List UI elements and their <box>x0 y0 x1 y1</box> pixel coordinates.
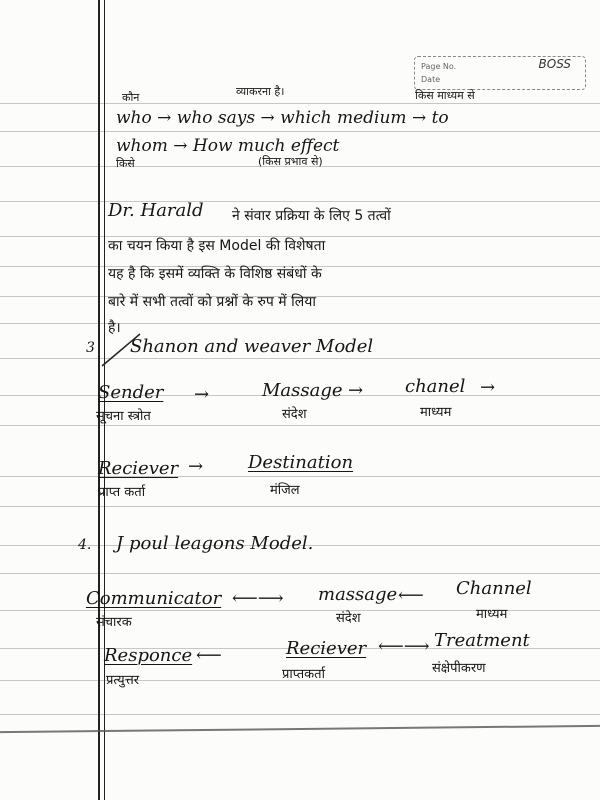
harald-name: Dr. Harald <box>108 200 204 221</box>
paragraph-line: यह है कि इसमें व्यक्ति के विशिष्ठ संबंधों के <box>108 266 322 282</box>
paragraph-line: ने संवार प्रक्रिया के लिए 5 तत्वों <box>232 208 391 224</box>
paragraph-line: का चयन किया है इस Model की विशेषता <box>108 238 326 254</box>
hindi-gloss: मंजिल <box>270 483 300 498</box>
model-term: Treatment <box>434 630 530 651</box>
rule-line <box>0 131 600 132</box>
hindi-gloss: माध्यम <box>476 607 508 622</box>
slash-mark-icon <box>96 330 146 370</box>
page-edge <box>0 725 600 733</box>
model-term: massage <box>318 584 398 605</box>
date-label: Date <box>421 75 441 84</box>
hindi-gloss: किसे <box>116 157 135 170</box>
rule-line <box>0 506 600 507</box>
model-term: chanel <box>405 376 466 397</box>
paragraph-line: है। <box>108 320 121 336</box>
rule-line <box>0 103 600 104</box>
arrow-double: ⟵⟶ <box>378 636 430 657</box>
section-title: Shanon and weaver Model <box>130 336 374 357</box>
section-number: 3 <box>86 340 95 356</box>
arrow-double: ⟵⟶ <box>232 588 284 609</box>
rule-line <box>0 573 600 574</box>
hindi-gloss: कौन <box>122 91 140 104</box>
section-title: J poul leagons Model. <box>116 533 314 554</box>
hindi-gloss: प्रत्युत्तर <box>106 673 140 688</box>
arrow-left: ⟵ <box>398 585 424 606</box>
arrow-right: → <box>480 377 496 398</box>
rule-line <box>0 358 600 359</box>
hindi-gloss: (किस प्रभाव से) <box>258 155 323 168</box>
whom-effect-line: whom → How much effect <box>116 136 340 156</box>
rule-line <box>0 714 600 715</box>
arrow-left: ⟵ <box>196 645 222 666</box>
model-term: Communicator <box>86 588 222 609</box>
hindi-gloss: संदेश <box>336 611 361 626</box>
hindi-gloss: किस माध्यम से <box>415 89 475 102</box>
rule-line <box>0 476 600 477</box>
model-term: Reciever <box>98 458 179 479</box>
model-term: Reciever <box>286 638 367 659</box>
rule-line <box>0 425 600 426</box>
model-term: Massage <box>262 380 343 401</box>
section-number: 4. <box>78 537 92 553</box>
rule-line <box>0 323 600 324</box>
page-number-box <box>414 56 586 90</box>
model-term: Channel <box>456 578 532 599</box>
arrow-right: → <box>194 384 210 405</box>
who-says-line: who → who says → which medium → to <box>116 108 449 128</box>
hindi-gloss: प्राप्तकर्ता <box>282 667 325 682</box>
hindi-gloss: संचारक <box>96 615 132 630</box>
model-term: Responce <box>104 645 193 666</box>
model-term: Sender <box>98 382 164 403</box>
hindi-gloss: संदेश <box>282 407 307 422</box>
hindi-gloss: माध्यम <box>420 405 452 420</box>
paragraph-line: बारे में सभी तत्वों को प्रश्नों के रुप में लिया <box>108 294 316 310</box>
hindi-gloss: व्याकरना है। <box>236 85 285 98</box>
rule-line <box>0 201 600 202</box>
page-no-label: Page No. <box>421 62 457 71</box>
hindi-gloss: प्राप्त कर्ता <box>98 485 146 500</box>
rule-line <box>0 610 600 611</box>
brand-logo: BOSS <box>538 57 571 71</box>
model-term: Destination <box>248 452 354 473</box>
arrow-right: → <box>348 380 364 401</box>
hindi-gloss: सूचना स्त्रोत <box>96 409 151 424</box>
hindi-gloss: संक्षेपीकरण <box>432 661 486 676</box>
arrow-right: → <box>188 456 204 477</box>
